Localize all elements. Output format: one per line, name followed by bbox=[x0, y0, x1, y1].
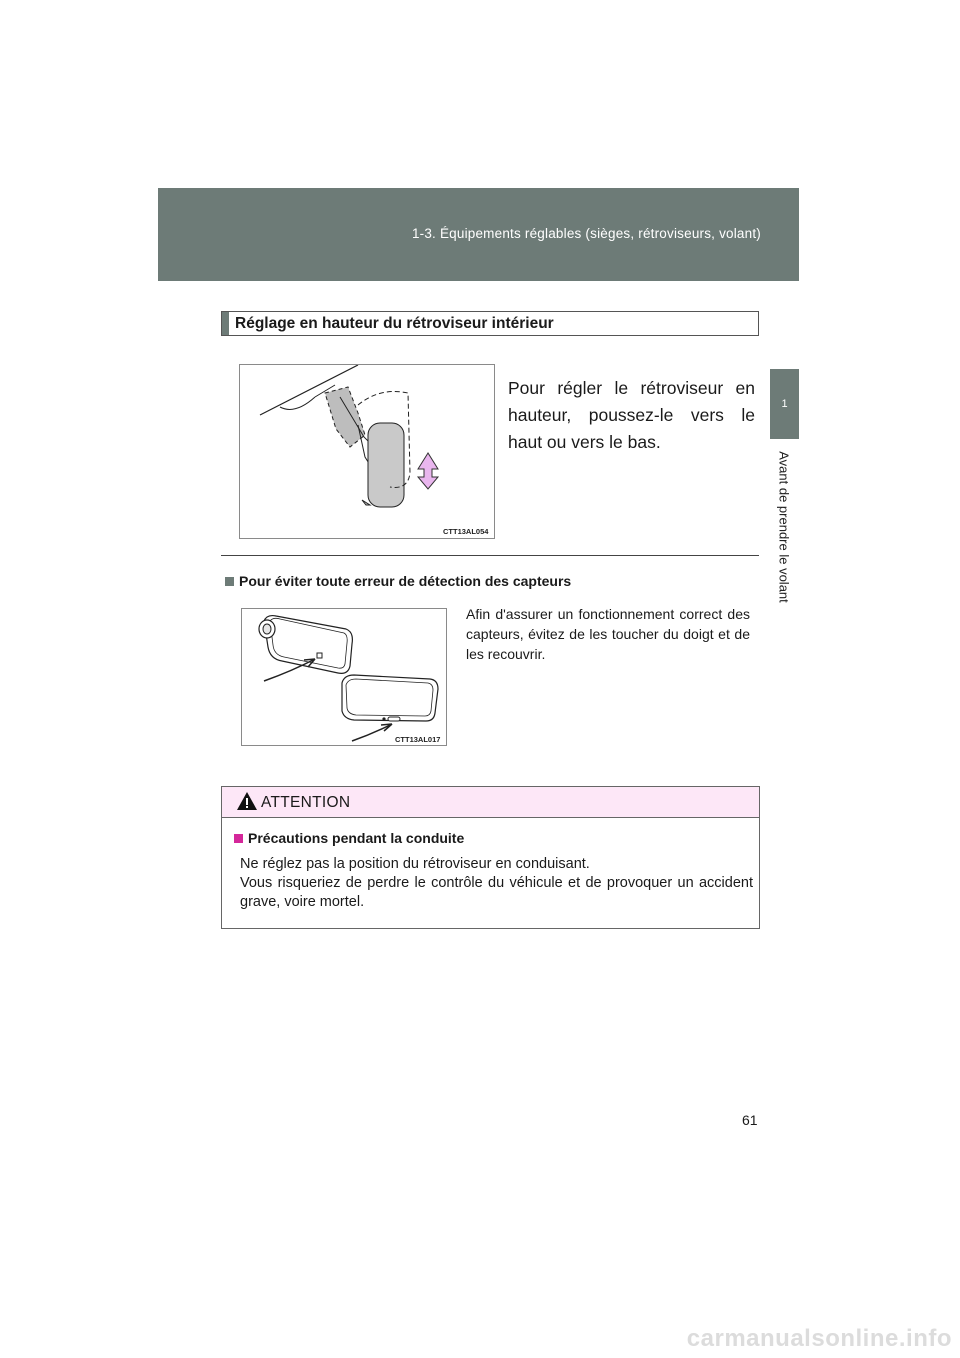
attention-line-1: Ne réglez pas la position du rétroviseur en conduisant. bbox=[240, 856, 590, 872]
figure1-code: CTT13AL054 bbox=[443, 527, 489, 536]
subsection-heading bbox=[225, 573, 571, 589]
mirror-sensors-illustration bbox=[241, 608, 447, 746]
attention-line-2: Vous risqueriez de perdre le contrôle du véhicule et de provoquer un accident grave, voire mortel. bbox=[240, 875, 753, 910]
section-heading bbox=[221, 311, 759, 336]
attention-subheading-text: Précautions pendant la conduite bbox=[248, 830, 465, 846]
attention-subheading bbox=[234, 830, 464, 846]
paragraph-adjust-height: Pour régler le rétroviseur en hauteur, poussez-le vers le haut ou vers le bas. bbox=[508, 378, 755, 452]
section-title: 1-3. Équipements réglables (sièges, rétroviseurs, volant) bbox=[411, 226, 761, 241]
watermark: carmanualsonline.info bbox=[686, 1325, 952, 1352]
chapter-label: Avant de prendre le volant bbox=[776, 451, 792, 603]
subsection-heading-text: Pour éviter toute erreur de détection des capteurs bbox=[239, 573, 572, 589]
header-band bbox=[158, 188, 799, 281]
square-bullet-icon bbox=[225, 577, 234, 586]
attention-body bbox=[240, 855, 753, 912]
warning-icon bbox=[236, 791, 258, 811]
section-divider bbox=[221, 555, 759, 556]
heading-accent-bar bbox=[222, 312, 229, 335]
section-heading-text: Réglage en hauteur du rétroviseur intérieur bbox=[235, 315, 554, 332]
attention-title: ATTENTION bbox=[261, 794, 351, 811]
pink-square-bullet-icon bbox=[234, 834, 243, 843]
mirror-height-drawing bbox=[240, 365, 494, 538]
page-number: 61 bbox=[742, 1112, 758, 1128]
attention-header bbox=[222, 787, 759, 818]
mirror-height-illustration bbox=[239, 364, 495, 539]
mirror-sensors-drawing bbox=[242, 609, 446, 745]
paragraph-sensors: Afin d'assurer un fonctionnement correct des capteurs, évitez de les toucher du doigt et de les recouvrir. bbox=[466, 606, 750, 662]
chapter-tab bbox=[770, 369, 799, 439]
chapter-number: 1 bbox=[781, 398, 788, 410]
attention-box bbox=[221, 786, 760, 929]
figure2-code: CTT13AL017 bbox=[395, 735, 441, 744]
